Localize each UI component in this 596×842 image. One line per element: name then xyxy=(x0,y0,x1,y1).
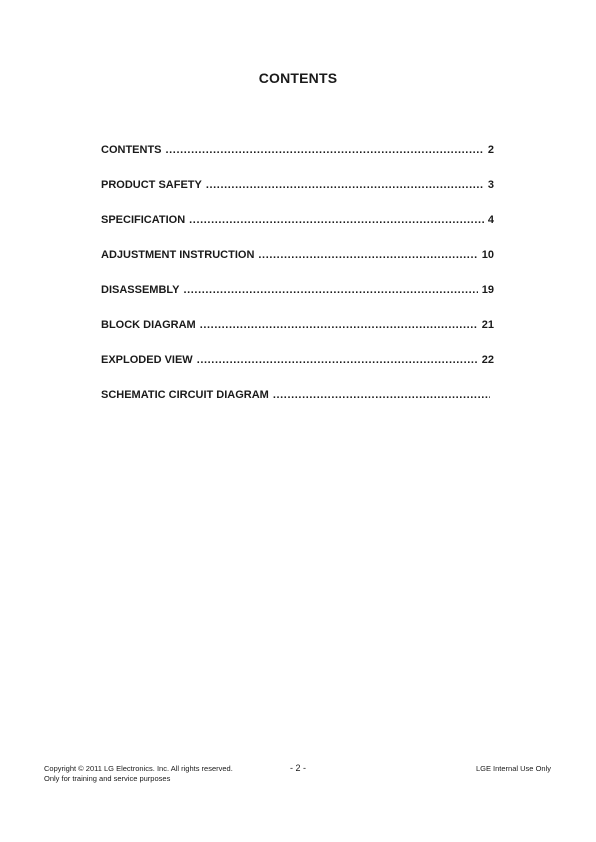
footer-copyright: Copyright © 2011 LG Electronics. Inc. All rights reserved. xyxy=(44,764,233,773)
toc-entry-page: 22 xyxy=(481,354,494,366)
toc-entry-block-diagram[interactable] xyxy=(101,319,494,354)
toc-entry-label: PRODUCT SAFETY xyxy=(101,179,202,191)
toc-entry-page: 2 xyxy=(487,144,494,156)
toc-dot-leader xyxy=(197,354,478,366)
toc-entry-page: 4 xyxy=(487,214,494,226)
toc-entry-schematic-circuit-diagram[interactable] xyxy=(101,389,494,424)
toc-entry-specification[interactable] xyxy=(101,214,494,249)
toc-entry-label: SCHEMATIC CIRCUIT DIAGRAM xyxy=(101,389,269,401)
toc-entry-adjustment-instruction[interactable] xyxy=(101,249,494,284)
toc-entry-page: 19 xyxy=(481,284,494,296)
toc-dot-leader xyxy=(166,144,484,156)
page-title: CONTENTS xyxy=(258,70,338,86)
footer-usage-note: Only for training and service purposes xyxy=(44,774,171,783)
footer-page-number: - 2 - xyxy=(289,763,306,773)
toc-entry-exploded-view[interactable] xyxy=(101,354,494,389)
toc-dot-leader xyxy=(258,249,477,261)
toc-entry-label: BLOCK DIAGRAM xyxy=(101,319,196,331)
toc-entry-disassembly[interactable] xyxy=(101,284,494,319)
toc-entry-contents[interactable] xyxy=(101,144,494,179)
table-of-contents xyxy=(101,144,494,424)
toc-entry-label: EXPLODED VIEW xyxy=(101,354,193,366)
toc-entry-page: 3 xyxy=(487,179,494,191)
toc-dot-leader xyxy=(273,389,490,401)
footer-classification: LGE Internal Use Only xyxy=(475,764,551,773)
toc-entry-label: CONTENTS xyxy=(101,144,162,156)
toc-entry-page: 10 xyxy=(481,249,494,261)
toc-entry-label: SPECIFICATION xyxy=(101,214,186,226)
toc-entry-page: 21 xyxy=(481,319,494,331)
toc-entry-label: ADJUSTMENT INSTRUCTION xyxy=(101,249,255,261)
toc-entry-label: DISASSEMBLY xyxy=(101,284,180,296)
toc-dot-leader xyxy=(206,179,484,191)
toc-dot-leader xyxy=(189,214,484,226)
toc-dot-leader xyxy=(183,284,477,296)
toc-entry-product-safety[interactable] xyxy=(101,179,494,214)
toc-dot-leader xyxy=(200,319,478,331)
